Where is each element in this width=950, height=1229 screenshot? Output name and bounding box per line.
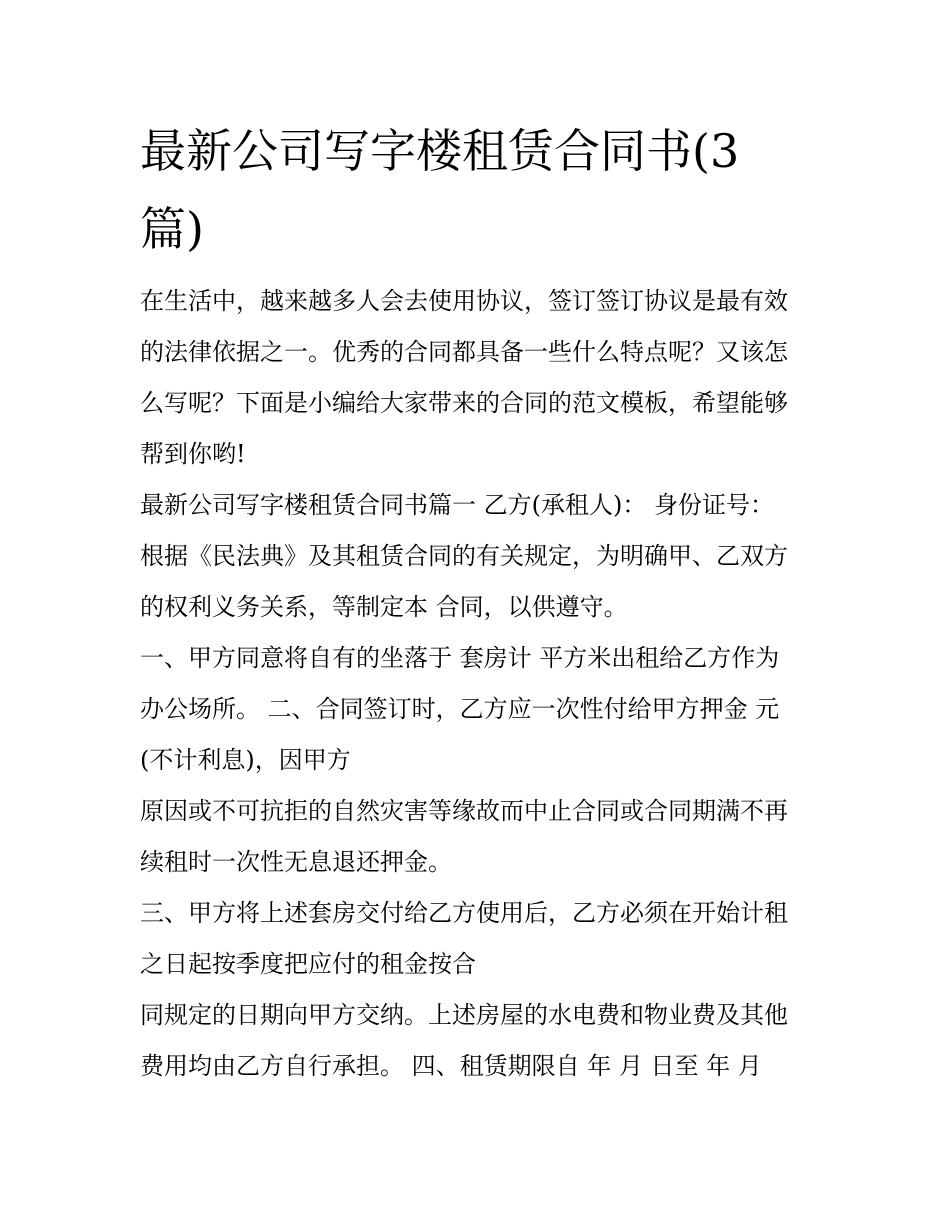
- body-line: 根据《民法典》及其租赁合同的有关规定，为明确甲、乙双方: [140, 542, 788, 570]
- body-line: 之日起按季度把应付的租金按合: [140, 950, 476, 978]
- body-line: 办公场所。 二、合同签订时，乙方应一次性付给甲方押金 元: [140, 695, 780, 723]
- body-line: 帮到你哟!: [140, 440, 246, 468]
- body-line: 的权利义务关系，等制定本 合同，以供遵守。: [140, 593, 628, 621]
- document-body: [140, 276, 820, 1092]
- title-line-2: 篇): [140, 202, 204, 256]
- body-line: (不计利息)，因甲方: [140, 746, 351, 774]
- body-line: 最新公司写字楼租赁合同书篇一 乙方(承租人)： 身份证号：: [140, 491, 774, 519]
- body-line: 同规定的日期向甲方交纳。上述房屋的水电费和物业费及其他: [140, 1001, 788, 1029]
- body-line: 在生活中，越来越多人会去使用协议，签订签订协议是最有效: [140, 287, 788, 315]
- body-line: 么写呢？下面是小编给大家带来的合同的范文模板，希望能够: [140, 389, 788, 417]
- body-line: 一、甲方同意将自有的坐落于 套房计 平方米出租给乙方作为: [140, 644, 780, 672]
- body-line: 三、甲方将上述套房交付给乙方使用后，乙方必须在开始计租: [140, 899, 788, 927]
- body-line: 费用均由乙方自行承担。 四、租赁期限自 年 月 日至 年 月: [140, 1052, 762, 1080]
- document-title: [140, 112, 830, 268]
- body-line: 的法律依据之一。优秀的合同都具备一些什么特点呢？又该怎: [140, 338, 788, 366]
- body-line: 原因或不可抗拒的自然灾害等缘故而中止合同或合同期满不再: [140, 797, 788, 825]
- body-line: 续租时一次性无息退还押金。: [140, 848, 452, 876]
- title-line-1: 最新公司写字楼租赁合同书(3: [140, 124, 740, 178]
